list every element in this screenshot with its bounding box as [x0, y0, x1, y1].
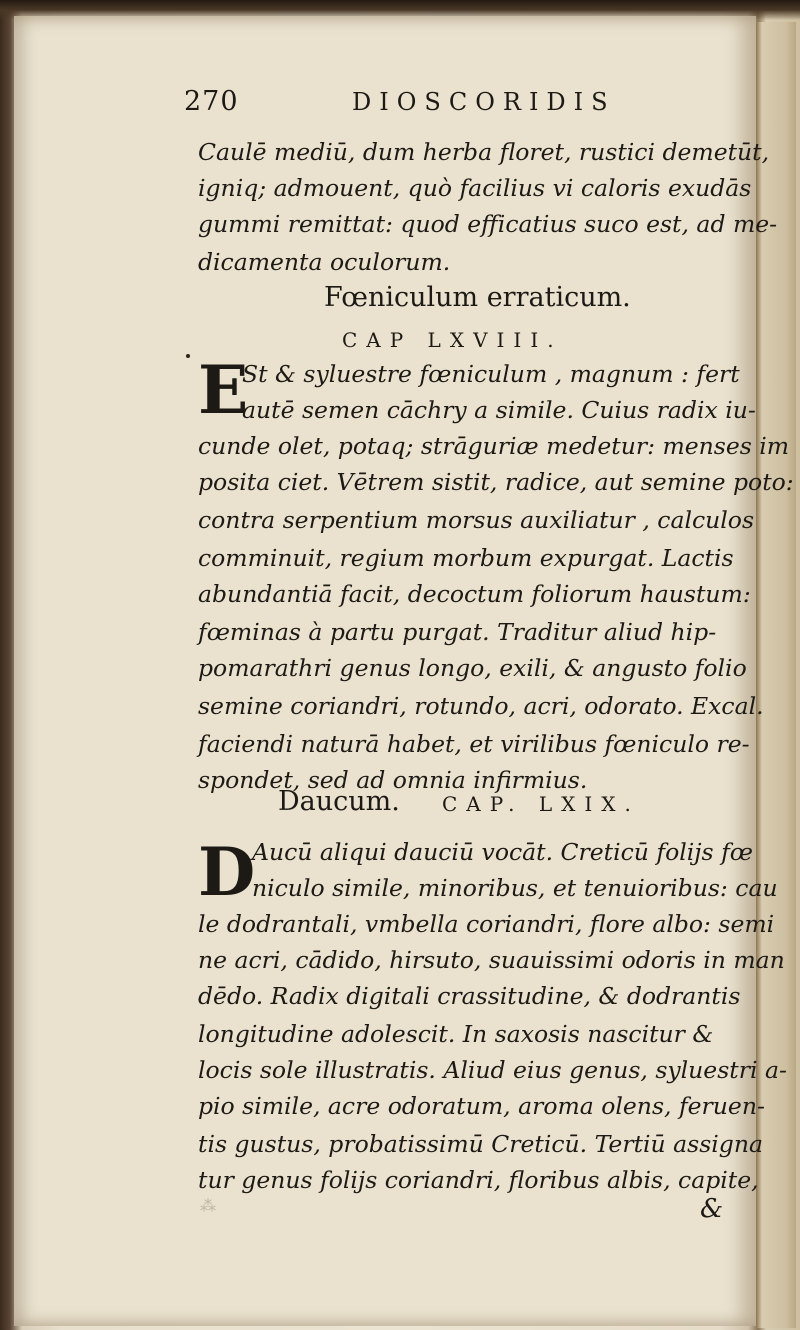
- section-heading: Daucum.: [278, 786, 400, 817]
- text-line: igniq; admouent, quò facilius vi caloris exudās: [198, 174, 752, 202]
- text-line: pio simile, acre odoratum, aroma olens, feruen-: [198, 1092, 765, 1120]
- text-line: gummi remittat: quod efficatius suco est, ad me-: [198, 210, 778, 238]
- book-page: [14, 16, 794, 1326]
- text-line: comminuit, regium morbum expurgat. Lactis: [198, 544, 734, 572]
- section-heading: Fœniculum erraticum.: [324, 282, 631, 313]
- text-line: fœminas à partu purgat. Traditur aliud hip-: [198, 618, 717, 646]
- text-line: St & syluestre fœniculum , magnum : fert: [242, 360, 740, 388]
- running-head: DIOSCORIDIS: [352, 88, 616, 116]
- text-line: dēdo. Radix digitali crassitudine, & dodrantis: [198, 982, 741, 1010]
- text-line: ne acri, cādido, hirsuto, suauissimi odoris in man: [198, 946, 785, 974]
- page-header: [184, 86, 744, 126]
- text-line: tis gustus, probatissimū Creticū. Tertiū assigna: [198, 1130, 763, 1158]
- ink-dot: [186, 354, 190, 358]
- text-line: Aucū aliqui dauciū vocāt. Creticū folijs fœ: [252, 838, 754, 866]
- drop-initial: E: [198, 351, 249, 429]
- text-line: cunde olet, potaq; strāguriæ medetur: menses im: [198, 432, 790, 460]
- chapter-number: CAP. LXIX.: [442, 792, 640, 816]
- text-line: niculo simile, minoribus, et tenuioribus: cau: [252, 874, 778, 902]
- text-line: Caulē mediū, dum herba floret, rustici demetūt,: [198, 138, 770, 166]
- text-line: abundantiā facit, decoctum foliorum haustum:: [198, 580, 751, 608]
- text-line: semine coriandri, rotundo, acri, odorato. Excal.: [198, 692, 764, 720]
- text-line: longitudine adolescit. In saxosis nascitur &: [198, 1020, 714, 1048]
- chapter-number: CAP LXVIII.: [342, 328, 563, 352]
- ink-smudge: ⁂: [200, 1196, 216, 1215]
- text-line: pomarathri genus longo, exili, & angusto folio: [198, 654, 747, 682]
- text-line: locis sole illustratis. Aliud eius genus, syluestri a-: [198, 1056, 787, 1084]
- text-line: contra serpentium morsus auxiliatur , calculos: [198, 506, 755, 534]
- text-line: le dodrantali, vmbella coriandri, flore albo: semi: [198, 910, 775, 938]
- page-number: 270: [184, 86, 239, 117]
- text-line: spondet, sed ad omnia infirmius.: [198, 766, 588, 794]
- drop-initial: D: [198, 833, 256, 911]
- text-line: faciendi naturā habet, et virilibus fœniculo re-: [198, 730, 750, 758]
- text-line: tur genus folijs coriandri, floribus albis, capite,: [198, 1166, 759, 1194]
- catchword: &: [700, 1194, 724, 1224]
- text-line: dicamenta oculorum.: [198, 248, 451, 276]
- page-text: [14, 16, 794, 1326]
- text-line: autē semen cāchry a simile. Cuius radix iu-: [242, 396, 756, 424]
- text-line: posita ciet. Vētrem sistit, radice, aut semine poto:: [198, 468, 794, 496]
